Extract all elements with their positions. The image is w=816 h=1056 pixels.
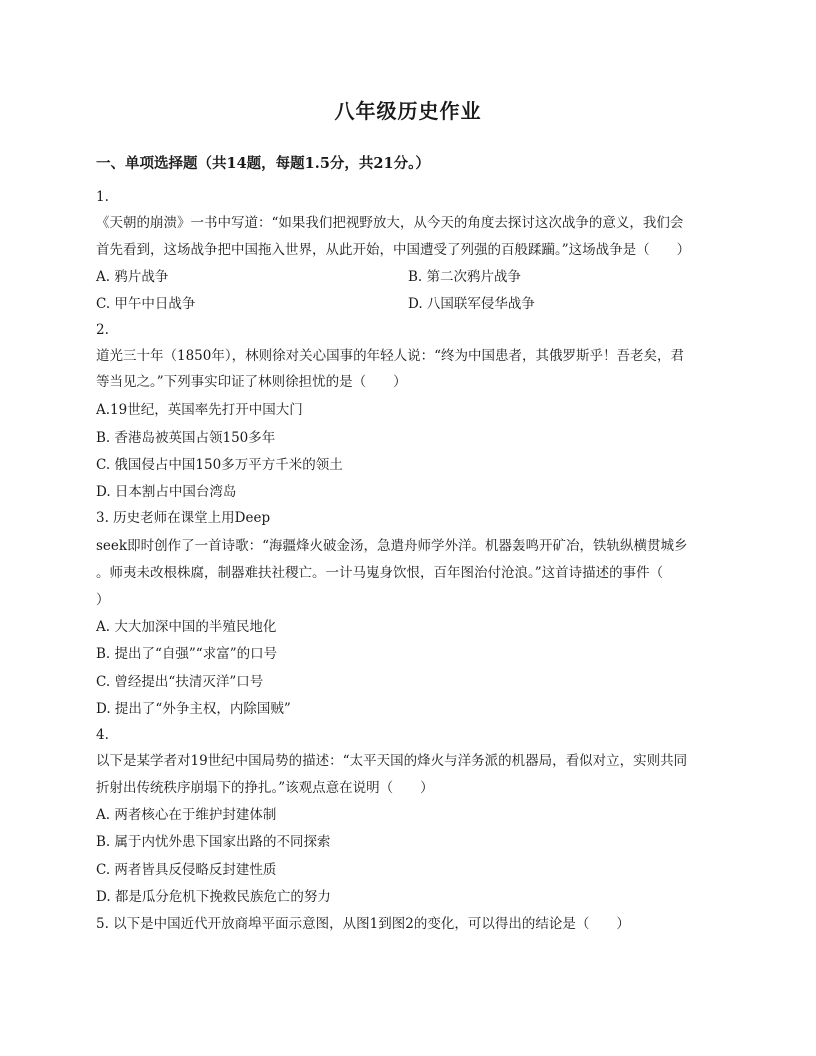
question-3-stem-line-2: seek即时创作了一首诗歌：“海疆烽火破金汤，急遣舟师学外洋。机器轰鸣开矿冶，铁轨纵横贯城乡: [96, 538, 688, 554]
question-2-number: 2.: [96, 322, 109, 338]
question-3-stem-line-1: 3. 历史老师在课堂上用Deep: [96, 510, 271, 526]
question-2-stem-line-2: 等当见之。”下列事实印证了林则徐担忧的是（ ）: [96, 374, 407, 390]
question-3-stem-line-3: 。师夷未改根株腐，制器难扶社稷亡。一计马嵬身饮恨，百年图治付沧浪。”这首诗描述的事件（: [96, 565, 664, 581]
question-2-option-d: D. 日本割占中国台湾岛: [96, 484, 237, 500]
question-3-stem-line-4: ）: [96, 592, 110, 608]
question-4-option-a: A. 两者核心在于维护封建体制: [96, 807, 277, 823]
section-heading: 一、单项选择题（共14题，每题1.5分，共21分。）: [96, 155, 430, 172]
question-5-stem-line-1: 5. 以下是中国近代开放商埠平面示意图，从图1到图2的变化，可以得出的结论是（ ）: [96, 916, 630, 932]
question-4-stem-line-1: 以下是某学者对19世纪中国局势的描述：“太平天国的烽火与洋务派的机器局，看似对立，实则共同: [96, 753, 688, 769]
question-4-option-b: B. 属于内忧外患下国家出路的不同探索: [96, 834, 331, 850]
question-1-option-a: A. 鸦片战争: [96, 269, 169, 285]
question-1-stem-line-1: 《天朝的崩溃》一书中写道：“如果我们把视野放大，从今天的角度去探讨这次战争的意义，我们会: [96, 215, 684, 231]
question-4-option-d: D. 都是瓜分危机下挽救民族危亡的努力: [96, 889, 331, 905]
question-3-option-b: B. 提出了“自强”“求富”的口号: [96, 646, 278, 662]
question-1-stem-line-2: 首先看到，这场战争把中国拖入世界，从此开始，中国遭受了列强的百般蹂躏。”这场战争是（ ）: [96, 242, 691, 258]
question-1-number: 1.: [96, 189, 109, 205]
question-1-option-c: C. 甲午中日战争: [96, 296, 196, 312]
question-1-option-b: B. 第二次鸦片战争: [408, 269, 522, 285]
question-3-option-c: C. 曾经提出“扶清灭洋”口号: [96, 674, 264, 690]
question-1-option-d: D. 八国联军侵华战争: [408, 296, 535, 312]
question-2-option-c: C. 俄国侵占中国150多万平方千米的领土: [96, 457, 343, 473]
question-4-stem-line-2: 折射出传统秩序崩塌下的挣扎。”该观点意在说明（ ）: [96, 780, 434, 796]
question-2-option-b: B. 香港岛被英国占领150多年: [96, 430, 276, 446]
document-title: 八年级历史作业: [334, 99, 482, 123]
question-3-option-d: D. 提出了“外争主权，内除国贼”: [96, 701, 291, 717]
question-2-stem-line-1: 道光三十年（1850年），林则徐对关心国事的年轻人说：“终为中国患者，其俄罗斯乎！吾老矣，君: [96, 348, 685, 364]
question-2-option-a: A.19世纪，英国率先打开中国大门: [96, 402, 303, 418]
question-4-option-c: C. 两者皆具反侵略反封建性质: [96, 862, 277, 878]
question-4-number: 4.: [96, 727, 109, 743]
question-3-option-a: A. 大大加深中国的半殖民地化: [96, 619, 277, 635]
